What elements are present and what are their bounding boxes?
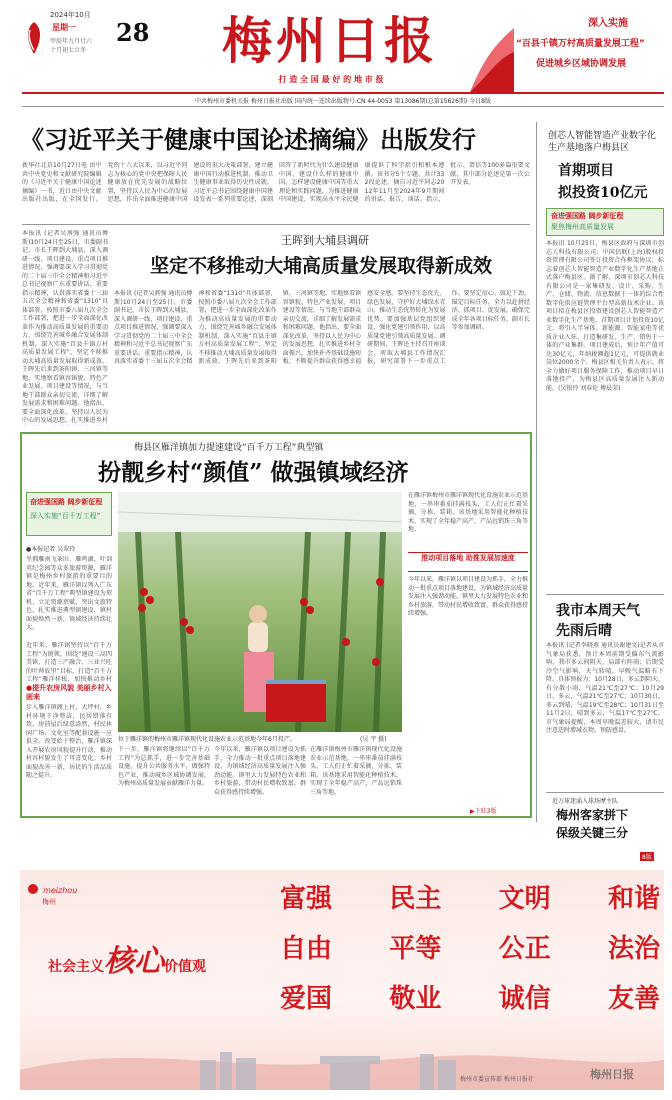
promo-tag: 深入实施 bbox=[588, 18, 628, 29]
promo-line-1: “百县千镇万村高质量发展工程” bbox=[516, 39, 645, 49]
brief-headline-2: 保级关键三分 bbox=[556, 826, 629, 840]
lunar-date-2: 十月初七立冬 bbox=[50, 47, 87, 54]
weather-headline-2: 先雨后晴 bbox=[556, 623, 612, 639]
date-line: 2024年10月 bbox=[50, 11, 91, 19]
value-item: 诚信 bbox=[498, 984, 551, 1014]
jump-line[interactable] bbox=[470, 806, 496, 815]
values-grid bbox=[280, 878, 660, 1038]
lunar-date-1: 甲辰年九月廿六 bbox=[50, 38, 93, 45]
right-tag-line-2: 聚焦梅州高质量发展 bbox=[551, 223, 614, 231]
value-item: 敬业 bbox=[389, 984, 442, 1014]
value-item: 和谐 bbox=[607, 884, 660, 914]
lead-rule bbox=[22, 224, 530, 225]
right-rule-2 bbox=[546, 792, 664, 793]
brief-kicker: 近万球迷涌入球场摩主队 bbox=[552, 798, 619, 805]
right-column-divider bbox=[536, 122, 537, 822]
story3-col-e: 今年以来，雁洋镇以项目建设为抓手，全力推动一批重点项目落地建设，为镇域经济高质量发展注入强劲动能。镇里大力发展特色农业和乡村旅游，带动村民增收致富，群众获得感持续增强。 bbox=[408, 576, 528, 617]
core-values-title bbox=[48, 936, 248, 980]
jump-arrow-icon: ▶ bbox=[470, 808, 475, 815]
value-item: 公正 bbox=[498, 934, 551, 964]
story3-subhead-1: ●提升农房风貌 美丽乡村入画来 bbox=[26, 684, 112, 701]
plum-blossom-icon bbox=[22, 20, 46, 56]
story3-headline: 扮靓乡村“颜值” 做强镇域经济 bbox=[98, 459, 409, 486]
photo-credit: (吴 宇 摄) bbox=[360, 736, 387, 743]
plum-logo-icon bbox=[28, 884, 38, 894]
story3-photo bbox=[118, 492, 402, 732]
red-ribbon bbox=[470, 8, 514, 92]
value-item: 爱国 bbox=[280, 984, 333, 1014]
story3-kicker: 梅县区雁洋镇加力提速建设“百千万工程”典型镇 bbox=[134, 443, 324, 453]
right-tag bbox=[546, 208, 664, 236]
right-rule-1 bbox=[546, 594, 664, 595]
promo-box bbox=[470, 8, 664, 92]
banner-footer: 梅州市委宣传部 梅州日报社 bbox=[460, 1076, 534, 1083]
masthead bbox=[0, 0, 672, 120]
greenhouse-photo-icon bbox=[118, 492, 402, 732]
lead-headline: 《习近平关于健康中国论述摘编》出版发行 bbox=[20, 125, 476, 154]
logo-pinyin: meizhou bbox=[43, 886, 78, 895]
story3-col-f2: 今年以来，雁洋镇以项目建设为抓手，全力推动一批重点项目落地建设，为镇域经济高质量发展注入强劲动能。镇里大力发展特色农业和乡村旅游，带动村民增收致富，群众获得感持续增强。 bbox=[214, 746, 306, 796]
story3-col-f3: 在雁洋镇梅州市雁洋镇现代化设施农业示范基地，一串串番茄挂满枝头，工人们正忙着采摘、分拣、装箱。该基地采用智能化种植技术，实现了全年稳产高产，产品远销珠三角等地。 bbox=[310, 746, 402, 796]
photo-caption: 位于雁洋镇的梅州市雁洋镇现代化设施农业示范基地今年6月投产。 bbox=[118, 736, 296, 743]
meizhou-logo bbox=[28, 878, 77, 907]
value-item: 友善 bbox=[607, 984, 660, 1014]
story3-tag-line-2: 深入实施“百千万工程” bbox=[30, 512, 101, 520]
city-skyline-icon bbox=[20, 1030, 664, 1090]
value-item: 民主 bbox=[389, 884, 442, 914]
value-item: 平等 bbox=[389, 934, 442, 964]
story3-tag-line-1: 奋进强国路 阔步新征程 bbox=[30, 498, 103, 506]
masthead-rule bbox=[22, 92, 664, 94]
right-tag-line-1: 奋进强国路 阔步新征程 bbox=[551, 212, 624, 220]
values-banner bbox=[20, 870, 664, 1090]
core-values-text-1: 社会主义 bbox=[48, 959, 104, 975]
right-story-headline-2: 拟投资10亿元 bbox=[558, 185, 648, 201]
story3-col-d: 在雁洋镇梅州市雁洋镇现代化设施农业示范基地，一串串番茄挂满枝头，工人们正忙着采摘、分拣、装箱。该基地采用智能化种植技术，实现了全年稳产高产，产品远销珠三角等地。 bbox=[408, 492, 528, 533]
story2-headline: 坚定不移推动大埔高质量发展取得新成效 bbox=[149, 255, 492, 277]
story3-col-a: 坐拥雁南飞茶田、雁鸣湖、叶剑英纪念园等众多旅游资源，雁洋镇是梅州乡村旅游的重要目的地。近年来，雁洋镇以列入广东省“百千万工程”典型镇建设为契机，立足资源禀赋，突出文旅特色，扎实推进典型镇建设，镇村面貌焕然一新，镇域经济持续壮大。 bbox=[26, 556, 112, 631]
story3-col-c: 步入雁洋镇阁上村，大坪村，乡村环境干净整洁，民居错落有致，房前屋后绿意盎然，村民休闲广场、文化室等配套设施一应俱全。改变始于整治，雁洋镇深入开展农房风貌提升行动，推动村容村貌发生了可喜变化。乡村面貌改善一新，居民的生活品质随之提升。 bbox=[26, 704, 112, 779]
story3-col-b: 近年来，雁洋镇坚持以“百千万工程”为统领，围绕“建设三高四美镇，打造三产融合、三业兴旺的叶帅故里”目标，打造“百千万工程”雁洋样板，加快推动乡村 bbox=[26, 642, 112, 682]
value-item: 富强 bbox=[280, 884, 333, 914]
info-line: 中共梅州市委机关报 梅州日报社出版 国内统一连续出版物号:CN 44-0053 第13086期(总第15626期) 今日8版 bbox=[195, 98, 491, 105]
brief-page[interactable]: 8版 bbox=[642, 854, 652, 861]
lead-body: 新华社北京10月27日电 由中共中央党史和文献研究院编辑的《习近平关于健康中国论述摘编》一书，近日由中央文献出版社出版，在全国发行。 党的十八大以来，以习近平同志为核心的党中央把保障人民健康放在优先发展的战略位置，坚持以人民为中心的发展思想，作出全面推进健康中国建设的重大决策部署，建立健康中国行动推进机制，推动卫生健康事业取得历史性成就。习近平总书记围绕健康中国建设发表一系列重要论述，深刻回答了新时代为什么建设健康中国、建设什么样的健康中国、怎样建设健康中国等重大理论和实践问题，为推进健康中国建设、实现高水平全民健康提供了科学指引和根本遵循。该书分5个专题，共计332段论述，摘自习近平同志2012年11月至2024年9月期间的讲话、报告、谈话、指示、批示、贺信等100多篇重要文献，其中部分论述是第一次公开发表。 bbox=[22, 162, 530, 203]
masthead-title: 梅州日报 bbox=[222, 11, 438, 70]
story2-body: 本报讯 (记者吴燕强 通讯员傅斯)10月24日至25日，市委副书记、市长王晖到大埔县，深入调研一线，项目建设、重点项目推进情况，强调要深入学习贯彻党的二十届三中全会精神和习近平总书记视察广东重要讲话、重要指示精神，认真落实省委十三届五次全会精神和省委“1310”具体部署，按照市委八届九次全会工作部署，把进一步全面深化改革作为推动高质量发展的重要动力，围绕完善城乡融合发展体制机制，深入实施“百县千镇万村高质量发展工程”，坚定不移推动大埔高质量发展取得新成效。王晖先后来到茶阳镇、三河镇等地，实地察看镇容镇貌、特色产业发展、项目建设等情况，与当地干部群众亲切交流，详细了解发展需求和困难问题。他指出，要全面深化改革，坚持以人民为中心的发展思想，扎实推进乡村全面振兴，加快补齐基础设施短板，不断提升群众获得感幸福感安全感。要坚持生态优先、绿色发展，守护好大埔绿水青山，推动生态优势转化为发展优势。要加强基层党组织建设，强化党建引领作用，以高质量党建引领高质量发展。调研期间，王晖还主持召开座谈会，听取大埔县工作情况汇报，研究部署下一步重点工作。要坚定信心、鼓足干劲，锚定目标任务，全力以赴拼经济、抓项目、促发展，确保完成全年各项目标任务。副市长等参加调研。 bbox=[114, 290, 530, 365]
story2-col-left: 本报讯 (记者吴燕强 通讯员傅斯)10月24日至25日，市委副书记、市长王晖到大埔县，深入调研一线，项目建设、重点项目推进情况，强调要深入学习贯彻党的二十届三中全会精神和习近平总书记视察广东重要讲话、重要指示精神，认真落实省委十三届五次全会精神和省委“1310”具体部署，按照市委八届九次全会工作部署，把进一步全面深化改革作为推动高质量发展的重要动力，围绕完善城乡融合发展体制机制，深入实施“百县千镇万村高质量发展工程”，坚定不移推动大埔高质量发展取得新成效。王晖先后来到茶阳镇、三河镇等地，实地察看镇容镇貌、特色产业发展、项目建设等情况，与当地干部群众亲切交流，详细了解发展需求和困难问题。他指出，要全面深化改革，坚持以人民为中心的发展思想，扎实推进乡村 bbox=[22, 230, 108, 424]
core-values-text-2: 价值观 bbox=[164, 959, 206, 975]
date-box bbox=[22, 8, 182, 70]
slogan: 打 造 全 国 最 好 的 地 市 报 bbox=[278, 75, 384, 84]
brief-headline-1: 梅州客家拼下 bbox=[556, 808, 629, 822]
story3-subhead-2: 推动项目落地 助推发展加速度 bbox=[408, 552, 528, 572]
right-story-kicker: 创芯人智能智造产业数字化生产基地落户梅县区 bbox=[548, 131, 657, 153]
banner-watermark: 梅州日报 bbox=[590, 1068, 634, 1081]
right-story-headline-1: 首期项目 bbox=[558, 163, 614, 179]
weekday: 星期一 bbox=[52, 23, 76, 32]
values-row-3 bbox=[280, 978, 660, 1018]
core-values-text-big: 核心 bbox=[104, 944, 164, 979]
promo-line-2: 促进城乡区域协调发展 bbox=[536, 59, 627, 69]
story3-byline: ●本报记者 吴翠玲 bbox=[26, 546, 76, 553]
right-story-body: 本报讯 10月25日，梅县区政府与深圳市创芯人科技有限公司、中国信联(上海)股权投资管理有限公司签订投资合作框架协议，标志着创芯人智能智造产业数字化生产基地正式落户梅县区。据了解，深圳市创芯人科技有限公司是一家集研发、设计、采购、生产、仓储、物流、信息数据于一体的综合性数字化供应链管理平台型高新技术企业。该项目拟在梅县区投资建设创芯人智能智造产业数字化生产基地，首期项目计划投资10亿元，将引入半导体、新能源、智能家电等优质企业入驻，打造集研发、生产、销售于一体的产业集群。项目建成后，预计年产值可达30亿元，年纳税额超1亿元，可提供就业岗位2000余个。梅县区相关负责人表示，将全力做好项目服务保障工作，推动项目早日落地投产，为梅县区高质量发展注入新动能。(吴银玲 刘春伦 傅晨荣) bbox=[546, 240, 664, 392]
weather-headline-1: 我市本周天气 bbox=[556, 603, 640, 619]
weather-body: 本报讯 (记者李晓燕 通讯员谢建文)记者从市气象局获悉，预计本周前期受偏东气流影响，我市多云间阴天，局部有阵雨；后期受冷空气影响，天气转晴，早晚气温略有下降。具体预报为：10月28日，多云到阴天，有分散小雨，气温21℃至27℃；10月29日，多云，气温21℃至27℃；10月30日，多云到晴，气温19℃至28℃；10月31日至11月2日，晴到多云，气温17℃至27℃。市气象局提醒，本周早晚温差较大，请市民注意适时增减衣物，预防感冒。 bbox=[546, 642, 664, 734]
value-item: 自由 bbox=[280, 934, 333, 964]
logo-cn: 梅州 bbox=[42, 898, 56, 906]
story2-kicker: 王晖到大埔县调研 bbox=[281, 234, 369, 247]
jump-label: 下转3版 bbox=[474, 808, 497, 815]
value-item: 文明 bbox=[498, 884, 551, 914]
story3-tag bbox=[26, 492, 112, 536]
info-rule bbox=[22, 106, 664, 107]
values-row-1 bbox=[280, 878, 660, 918]
story3-col-f1: 下一步，雁洋镇将继续以“百千万工程”为总抓手，进一步完善基础设施，提升公共服务水平，做强特色产业，推动城乡区域协调发展，为梅州高质量发展贡献雁洋力量。 bbox=[118, 746, 210, 787]
day-number: 28 bbox=[116, 18, 150, 47]
values-row-2 bbox=[280, 928, 660, 968]
value-item: 法治 bbox=[607, 934, 660, 964]
